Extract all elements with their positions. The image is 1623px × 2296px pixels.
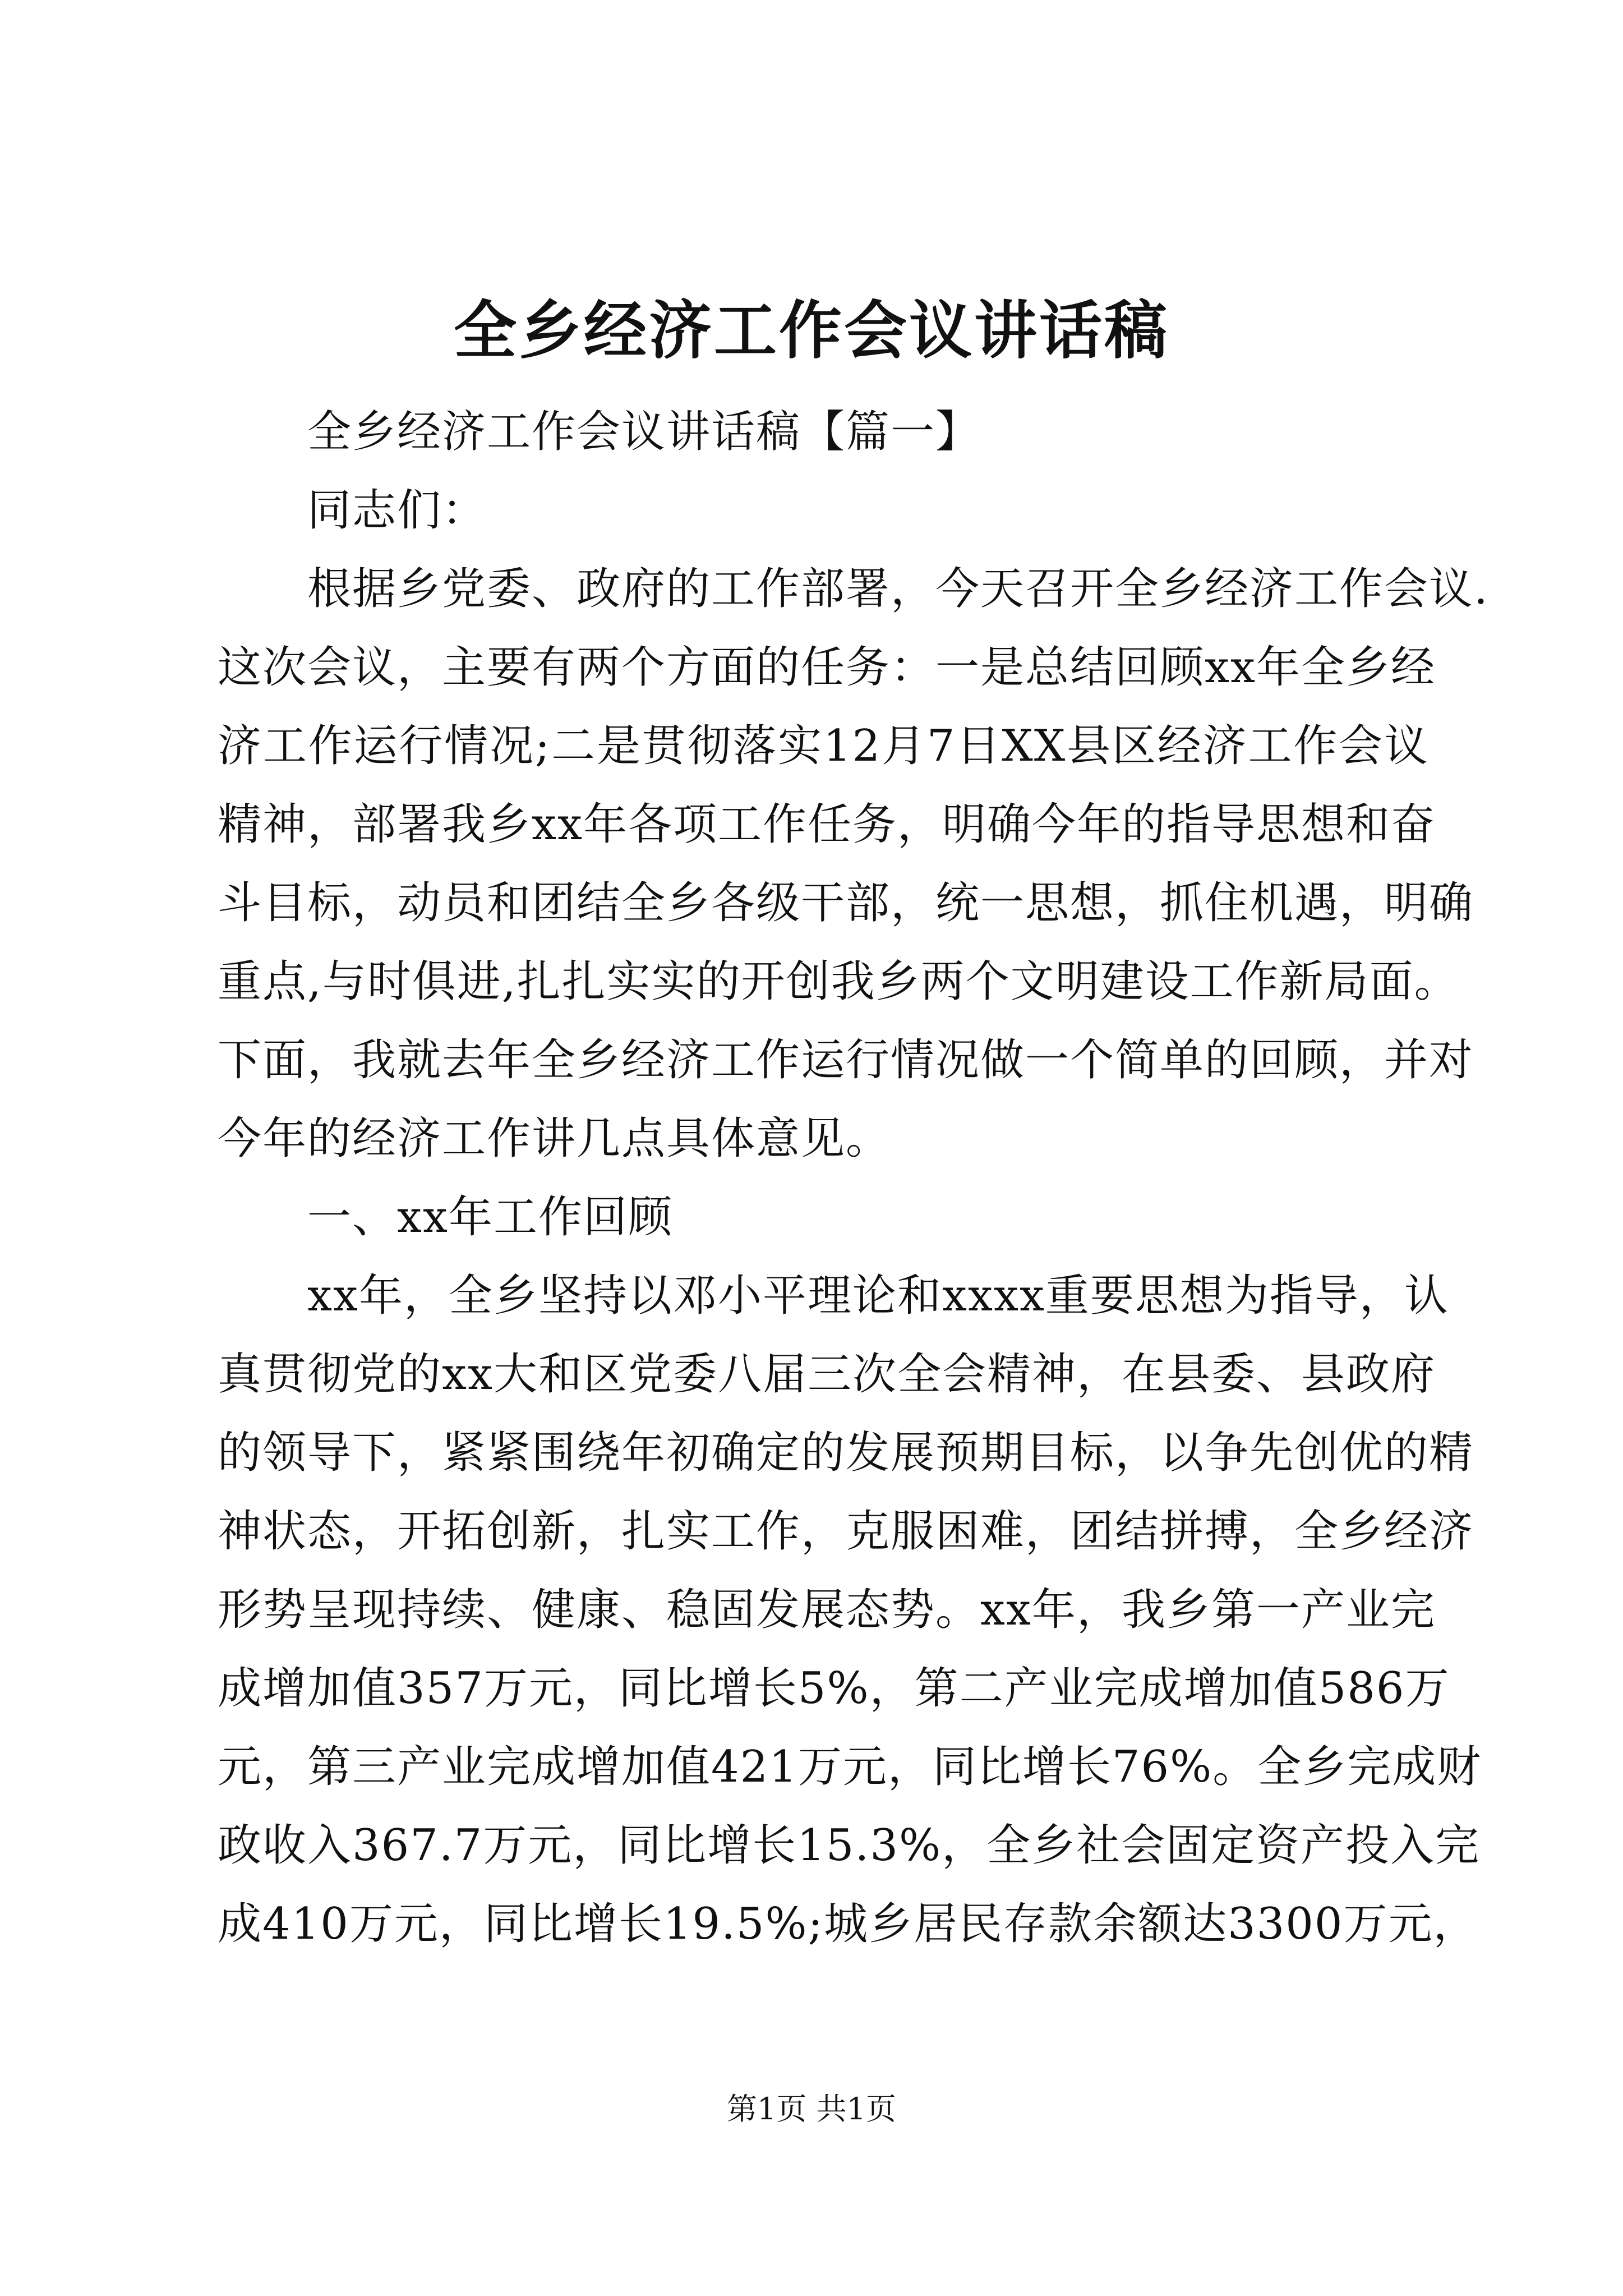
paragraph-line: 今年的经济工作讲几点具体意见。 [218,1114,891,1164]
paragraph-line: 精神，部署我乡xx年各项工作任务，明确今年的指导思想和奋 [218,799,1436,850]
paragraph-line: 神状态，开拓创新，扎实工作，克服困难，团结拼搏，全乡经济 [218,1506,1474,1557]
section-heading-review: 一、xx年工作回顾 [307,1192,673,1243]
paragraph-line: 政收入367.7万元，同比增长15.3%，全乡社会固定资产投入完 [218,1820,1481,1871]
paragraph-line: 真贯彻党的xx大和区党委八届三次全会精神，在县委、县政府 [218,1349,1436,1400]
paragraph-line: 根据乡党委、政府的工作部署，今天召开全乡经济工作会议. [307,564,1489,614]
paragraph-line: 形势呈现持续、健康、稳固发展态势。xx年，我乡第一产业完 [218,1585,1436,1635]
paragraph-line: 下面，我就去年全乡经济工作运行情况做一个简单的回顾，并对 [218,1035,1474,1085]
paragraph-line: 的领导下，紧紧围绕年初确定的发展预期目标，以争先创优的精 [218,1428,1474,1478]
paragraph-line: 元，第三产业完成增加值421万元，同比增长76%。全乡完成财 [218,1742,1482,1792]
salutation: 同志们： [307,485,487,536]
document-title: 全乡经济工作会议讲话稿 [454,294,1169,367]
page-footer: 第1页 共1页 [727,2091,896,2127]
paragraph-line: 成增加值357万元，同比增长5%，第二产业完成增加值586万 [218,1663,1450,1714]
paragraph-line: 济工作运行情况;二是贯彻落实12月7日XX县区经济工作会议 [218,721,1429,771]
paragraph-line: 成410万元，同比增长19.5%;城乡居民存款余额达3300万元， [218,1899,1478,1949]
paragraph-line: xx年，全乡坚持以邓小平理论和xxxx重要思想为指导，认 [307,1271,1449,1321]
paragraph-line: 重点,与时俱进,扎扎实实的开创我乡两个文明建设工作新局面。 [218,956,1459,1007]
paragraph-line: 斗目标，动员和团结全乡各级干部，统一思想，抓住机遇，明确 [218,878,1474,928]
section-heading-part-one: 全乡经济工作会议讲话稿【篇一】 [307,407,981,457]
paragraph-line: 这次会议，主要有两个方面的任务：一是总结回顾xx年全乡经 [218,642,1436,693]
